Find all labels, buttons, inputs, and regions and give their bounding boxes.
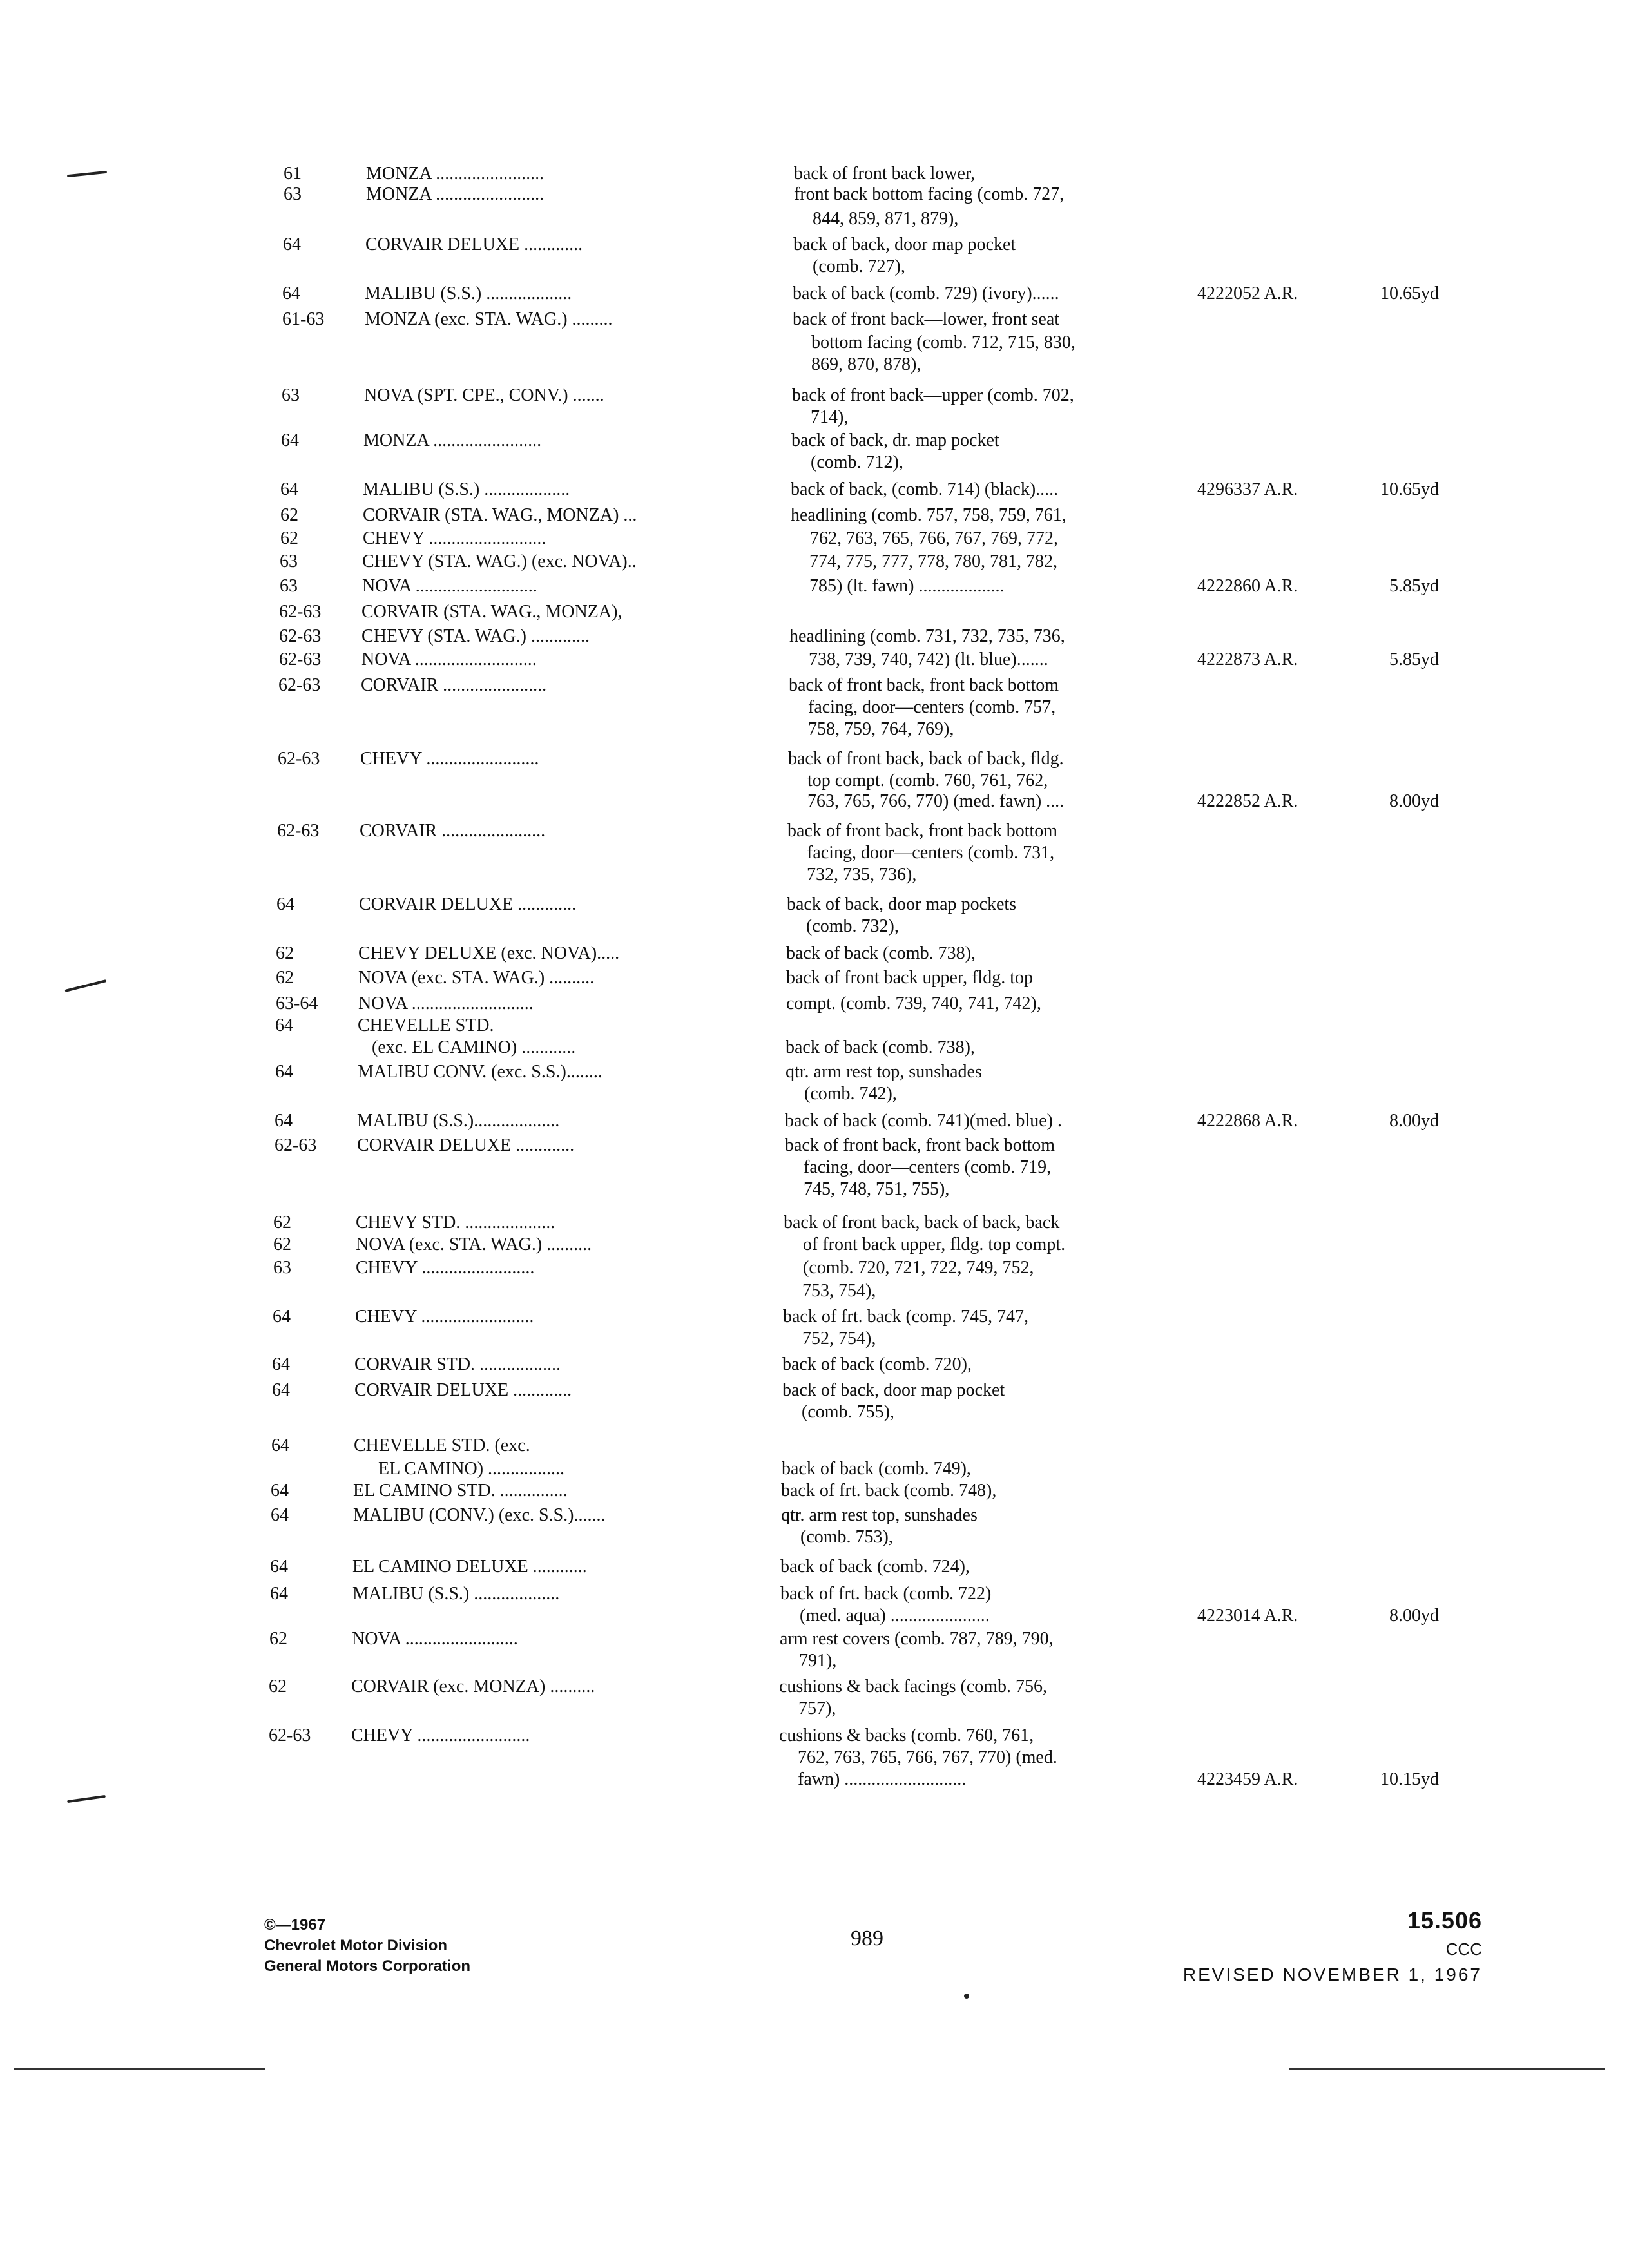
description-cell: back of back (comb. 738), — [786, 943, 976, 963]
model-cell: CHEVY STD. .................... — [356, 1213, 555, 1233]
model-cell: CORVAIR DELUXE ............. — [357, 1135, 575, 1155]
model-cell: CORVAIR (STA. WAG., MONZA) ... — [363, 505, 637, 525]
description-cell: qtr. arm rest top, sunshades — [786, 1062, 982, 1082]
model-cell: EL CAMINO STD. ............... — [353, 1481, 568, 1501]
year-cell: 62 — [273, 1213, 291, 1233]
model-cell: NOVA (exc. STA. WAG.) .......... — [358, 968, 595, 988]
year-cell: 64 — [270, 1557, 288, 1577]
model-cell: CHEVELLE STD. (exc. — [354, 1436, 530, 1456]
year-cell: 63 — [284, 184, 302, 204]
description-cell: back of back (comb. 720), — [782, 1354, 972, 1374]
year-cell: 62-63 — [279, 649, 322, 669]
description-cell: (med. aqua) ...................... — [800, 1606, 990, 1626]
description-cell: (comb. 720, 721, 722, 749, 752, — [803, 1258, 1034, 1278]
description-cell: 762, 763, 765, 766, 767, 770) (med. — [798, 1747, 1057, 1767]
copyright: ©—1967 — [264, 1916, 326, 1934]
binder-mark — [64, 979, 106, 992]
description-cell: back of back (comb. 724), — [780, 1557, 970, 1577]
description-cell: (comb. 727), — [813, 256, 905, 276]
description-cell: (comb. 753), — [800, 1527, 893, 1547]
part-number-cell: 4222873 A.R. — [1197, 649, 1298, 669]
part-number-cell: 4296337 A.R. — [1197, 479, 1298, 499]
part-number-cell: 4222860 A.R. — [1197, 576, 1298, 596]
description-cell: back of front back lower, — [794, 164, 976, 184]
year-cell: 64 — [281, 430, 299, 450]
description-cell: back of back, (comb. 714) (black)..... — [791, 479, 1059, 499]
year-cell: 62 — [273, 1235, 291, 1254]
year-cell: 64 — [283, 235, 301, 255]
description-cell: back of back, door map pockets — [787, 894, 1017, 914]
description-cell: back of front back—upper (comb. 702, — [792, 385, 1074, 405]
description-cell: (comb. 712), — [811, 452, 903, 472]
model-cell: CORVAIR (exc. MONZA) .......... — [351, 1677, 595, 1696]
model-cell: MALIBU CONV. (exc. S.S.)........ — [358, 1062, 602, 1082]
year-cell: 62-63 — [279, 602, 322, 622]
description-cell: facing, door—centers (comb. 731, — [807, 843, 1055, 863]
description-cell: 752, 754), — [802, 1329, 876, 1349]
model-cell: MALIBU (S.S.) ................... — [363, 479, 570, 499]
scan-speck — [964, 1994, 969, 1999]
model-cell: (exc. EL CAMINO) ............ — [372, 1037, 576, 1057]
model-cell: NOVA ......................... — [352, 1629, 518, 1649]
year-cell: 62-63 — [269, 1725, 311, 1745]
model-cell: EL CAMINO) ................. — [378, 1459, 565, 1479]
year-cell: 62-63 — [278, 749, 320, 769]
model-cell: CORVAIR ....................... — [360, 821, 546, 841]
year-cell: 63 — [280, 552, 298, 572]
section-code: 15.506 — [1407, 1907, 1482, 1934]
year-cell: 62 — [276, 943, 294, 963]
description-cell: qtr. arm rest top, sunshades — [781, 1505, 978, 1525]
description-cell: back of back (comb. 729) (ivory)...... — [793, 284, 1059, 303]
year-cell: 62 — [269, 1629, 287, 1649]
description-cell: bottom facing (comb. 712, 715, 830, — [811, 332, 1075, 352]
model-cell: MONZA ........................ — [366, 184, 545, 204]
model-cell: CHEVY ......................... — [355, 1307, 534, 1327]
model-cell: MALIBU (CONV.) (exc. S.S.)....... — [353, 1505, 606, 1525]
model-cell: NOVA (SPT. CPE., CONV.) ....... — [364, 385, 604, 405]
part-number-cell: 4222852 A.R. — [1197, 791, 1298, 811]
revised-date: REVISED NOVEMBER 1, 1967 — [1182, 1965, 1482, 1984]
description-cell: 763, 765, 766, 770) (med. fawn) .... — [807, 791, 1065, 811]
description-cell: of front back upper, fldg. top compt. — [803, 1235, 1066, 1254]
ccc-label: CCC — [1445, 1939, 1482, 1959]
description-cell: back of front back, front back bottom — [789, 675, 1059, 695]
year-cell: 63-64 — [276, 994, 318, 1014]
model-cell: CHEVY ......................... — [351, 1725, 530, 1745]
model-cell: MONZA ........................ — [366, 164, 545, 184]
year-cell: 62-63 — [275, 1135, 317, 1155]
division-name: Chevrolet Motor Division — [264, 1937, 448, 1954]
description-cell: 869, 870, 878), — [811, 354, 921, 374]
quantity-cell: 10.15yd — [1380, 1769, 1439, 1789]
part-number-cell: 4222868 A.R. — [1197, 1111, 1298, 1131]
revision-block — [1183, 1907, 1482, 1985]
year-cell: 64 — [271, 1481, 289, 1501]
description-cell: (comb. 732), — [806, 916, 899, 936]
description-cell: (comb. 742), — [804, 1084, 897, 1104]
model-cell: NOVA ........................... — [358, 994, 534, 1014]
year-cell: 62-63 — [277, 821, 320, 841]
corporation-name: General Motors Corporation — [264, 1957, 471, 1975]
description-cell: cushions & backs (comb. 760, 761, — [779, 1725, 1034, 1745]
year-cell: 61 — [284, 164, 302, 184]
description-cell: 762, 763, 765, 766, 767, 769, 772, — [810, 528, 1058, 548]
year-cell: 64 — [271, 1505, 289, 1525]
model-cell: EL CAMINO DELUXE ............ — [352, 1557, 587, 1577]
year-cell: 64 — [270, 1584, 288, 1604]
year-cell: 64 — [282, 284, 300, 303]
description-cell: (comb. 755), — [802, 1402, 894, 1422]
description-cell: 745, 748, 751, 755), — [804, 1179, 950, 1199]
description-cell: back of frt. back (comb. 748), — [781, 1481, 997, 1501]
year-cell: 63 — [280, 576, 298, 596]
description-cell: 791), — [799, 1651, 837, 1671]
year-cell: 64 — [273, 1307, 291, 1327]
description-cell: back of back, door map pocket — [793, 235, 1016, 255]
year-cell: 63 — [273, 1258, 291, 1278]
description-cell: arm rest covers (comb. 787, 789, 790, — [780, 1629, 1054, 1649]
quantity-cell: 8.00yd — [1389, 1606, 1439, 1626]
publisher-block — [264, 1915, 470, 1977]
page-number: 989 — [851, 1927, 883, 1950]
model-cell: CHEVELLE STD. — [358, 1015, 494, 1035]
quantity-cell: 8.00yd — [1389, 791, 1439, 811]
model-cell: CORVAIR DELUXE ............. — [365, 235, 583, 255]
model-cell: MALIBU (S.S.) ................... — [365, 284, 572, 303]
description-cell: headlining (comb. 757, 758, 759, 761, — [791, 505, 1066, 525]
description-cell: 753, 754), — [802, 1281, 876, 1301]
description-cell: back of frt. back (comp. 745, 747, — [783, 1307, 1028, 1327]
year-cell: 62-63 — [279, 626, 322, 646]
model-cell: NOVA ........................... — [361, 649, 537, 669]
description-cell: 758, 759, 764, 769), — [808, 719, 954, 739]
year-cell: 64 — [275, 1062, 293, 1082]
quantity-cell: 10.65yd — [1380, 284, 1439, 303]
description-cell: top compt. (comb. 760, 761, 762, — [807, 771, 1048, 791]
description-cell: 844, 859, 871, 879), — [813, 209, 959, 229]
quantity-cell: 8.00yd — [1389, 1111, 1439, 1131]
description-cell: cushions & back facings (comb. 756, — [779, 1677, 1048, 1696]
year-cell: 64 — [276, 894, 294, 914]
model-cell: CORVAIR DELUXE ............. — [359, 894, 577, 914]
model-cell: NOVA (exc. STA. WAG.) .......... — [356, 1235, 592, 1254]
description-cell: 714), — [811, 407, 849, 427]
model-cell: CHEVY (STA. WAG.) (exc. NOVA).. — [362, 552, 637, 572]
year-cell: 62 — [280, 528, 298, 548]
bottom-rule-left — [14, 2068, 265, 2070]
year-cell: 64 — [272, 1354, 290, 1374]
year-cell: 62 — [276, 968, 294, 988]
model-cell: MONZA ........................ — [363, 430, 542, 450]
bottom-rule-right — [1289, 2068, 1605, 2070]
model-cell: CHEVY ......................... — [360, 749, 539, 769]
description-cell: fawn) ........................... — [798, 1769, 967, 1789]
description-cell: back of back (comb. 741)(med. blue) . — [785, 1111, 1062, 1131]
model-cell: CORVAIR STD. .................. — [354, 1354, 561, 1374]
model-cell: MONZA (exc. STA. WAG.) ......... — [365, 309, 613, 329]
model-cell: CORVAIR ....................... — [361, 675, 547, 695]
description-cell: back of front back, back of back, back — [784, 1213, 1060, 1233]
description-cell: back of frt. back (comb. 722) — [780, 1584, 992, 1604]
description-cell: 732, 735, 736), — [807, 865, 917, 885]
part-number-cell: 4223014 A.R. — [1197, 1606, 1298, 1626]
description-cell: back of back (comb. 738), — [786, 1037, 975, 1057]
description-cell: 738, 739, 740, 742) (lt. blue)....... — [809, 649, 1048, 669]
description-cell: back of back (comb. 749), — [782, 1459, 971, 1479]
description-cell: headlining (comb. 731, 732, 735, 736, — [789, 626, 1065, 646]
year-cell: 64 — [271, 1436, 289, 1456]
description-cell: back of front back, front back bottom — [785, 1135, 1055, 1155]
year-cell: 64 — [272, 1380, 290, 1400]
description-cell: facing, door—centers (comb. 757, — [808, 697, 1056, 717]
description-cell: back of back, door map pocket — [782, 1380, 1005, 1400]
description-cell: back of front back, front back bottom — [787, 821, 1058, 841]
description-cell: 785) (lt. fawn) ................... — [809, 576, 1005, 596]
model-cell: CHEVY ......................... — [356, 1258, 535, 1278]
year-cell: 63 — [282, 385, 300, 405]
description-cell: back of front back, back of back, fldg. — [788, 749, 1064, 769]
description-cell: 757), — [798, 1698, 836, 1718]
description-cell: front back bottom facing (comb. 727, — [794, 184, 1065, 204]
description-cell: facing, door—centers (comb. 719, — [804, 1157, 1052, 1177]
model-cell: MALIBU (S.S.) ................... — [352, 1584, 560, 1604]
part-number-cell: 4223459 A.R. — [1197, 1769, 1298, 1789]
year-cell: 62-63 — [278, 675, 321, 695]
year-cell: 64 — [275, 1111, 293, 1131]
model-cell: CORVAIR DELUXE ............. — [354, 1380, 572, 1400]
description-cell: back of front back upper, fldg. top — [786, 968, 1033, 988]
year-cell: 64 — [275, 1015, 293, 1035]
description-cell: back of front back—lower, front seat — [793, 309, 1060, 329]
description-cell: compt. (comb. 739, 740, 741, 742), — [786, 994, 1041, 1014]
model-cell: CORVAIR (STA. WAG., MONZA), — [361, 602, 622, 622]
model-cell: CHEVY DELUXE (exc. NOVA)..... — [358, 943, 620, 963]
quantity-cell: 5.85yd — [1389, 649, 1439, 669]
model-cell: CHEVY (STA. WAG.) ............. — [361, 626, 590, 646]
description-cell: back of back, dr. map pocket — [791, 430, 999, 450]
year-cell: 61-63 — [282, 309, 325, 329]
quantity-cell: 5.85yd — [1389, 576, 1439, 596]
binder-mark — [67, 1795, 106, 1803]
model-cell: CHEVY .......................... — [363, 528, 546, 548]
model-cell: MALIBU (S.S.)................... — [357, 1111, 560, 1131]
year-cell: 62 — [269, 1677, 287, 1696]
year-cell: 62 — [280, 505, 298, 525]
year-cell: 64 — [280, 479, 298, 499]
part-number-cell: 4222052 A.R. — [1197, 284, 1298, 303]
quantity-cell: 10.65yd — [1380, 479, 1439, 499]
description-cell: 774, 775, 777, 778, 780, 781, 782, — [809, 552, 1057, 572]
binder-mark — [67, 171, 107, 177]
model-cell: NOVA ........................... — [362, 576, 537, 596]
